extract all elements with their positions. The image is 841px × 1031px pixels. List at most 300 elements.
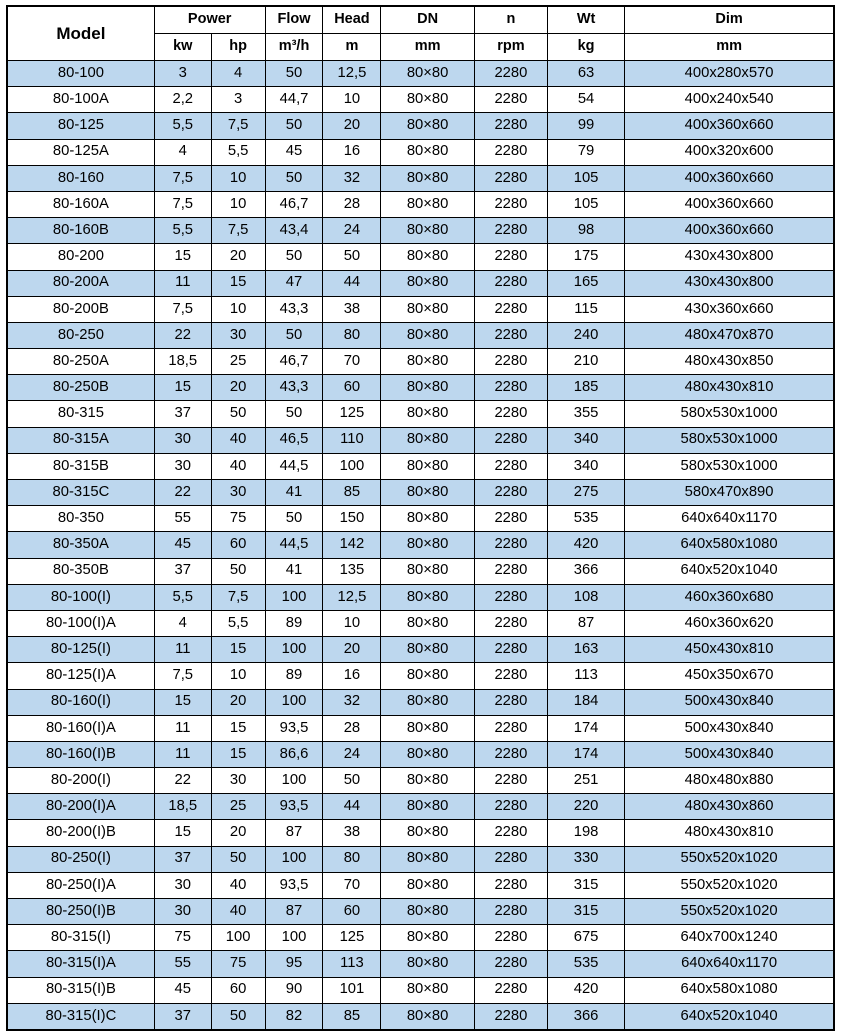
cell-model: 80-125(I) xyxy=(7,637,154,663)
cell-power-hp: 50 xyxy=(211,401,265,427)
cell-power-hp: 15 xyxy=(211,715,265,741)
table-header-group-row xyxy=(7,6,834,34)
column-header-power: Power xyxy=(154,6,265,34)
cell-weight: 366 xyxy=(547,558,624,584)
cell-power-hp: 3 xyxy=(211,87,265,113)
table-row xyxy=(7,87,834,113)
cell-speed: 2280 xyxy=(474,820,547,846)
cell-dn: 80×80 xyxy=(381,925,474,951)
cell-power-kw: 30 xyxy=(154,899,211,925)
cell-model: 80-315(I) xyxy=(7,925,154,951)
cell-weight: 420 xyxy=(547,977,624,1003)
cell-head: 60 xyxy=(323,375,381,401)
cell-weight: 420 xyxy=(547,532,624,558)
cell-power-kw: 15 xyxy=(154,820,211,846)
cell-model: 80-100(I)A xyxy=(7,610,154,636)
cell-model: 80-200B xyxy=(7,296,154,322)
cell-speed: 2280 xyxy=(474,165,547,191)
cell-dimensions: 480x430x810 xyxy=(625,820,834,846)
column-header-n: n xyxy=(474,6,547,34)
cell-weight: 366 xyxy=(547,1003,624,1030)
cell-speed: 2280 xyxy=(474,322,547,348)
cell-dimensions: 400x360x660 xyxy=(625,165,834,191)
table-row xyxy=(7,663,834,689)
cell-model: 80-315C xyxy=(7,480,154,506)
cell-speed: 2280 xyxy=(474,270,547,296)
cell-flow: 46,7 xyxy=(265,191,323,217)
table-row xyxy=(7,872,834,898)
cell-dn: 80×80 xyxy=(381,1003,474,1030)
table-row xyxy=(7,1003,834,1030)
cell-speed: 2280 xyxy=(474,558,547,584)
cell-model: 80-315(I)A xyxy=(7,951,154,977)
cell-head: 85 xyxy=(323,1003,381,1030)
cell-flow: 90 xyxy=(265,977,323,1003)
cell-model: 80-160(I) xyxy=(7,689,154,715)
cell-model: 80-160(I)A xyxy=(7,715,154,741)
cell-speed: 2280 xyxy=(474,925,547,951)
cell-weight: 98 xyxy=(547,218,624,244)
cell-speed: 2280 xyxy=(474,977,547,1003)
cell-weight: 315 xyxy=(547,872,624,898)
cell-dimensions: 640x520x1040 xyxy=(625,558,834,584)
cell-flow: 50 xyxy=(265,61,323,87)
cell-power-kw: 7,5 xyxy=(154,663,211,689)
cell-dn: 80×80 xyxy=(381,715,474,741)
cell-flow: 41 xyxy=(265,558,323,584)
cell-dimensions: 500x430x840 xyxy=(625,715,834,741)
cell-head: 10 xyxy=(323,87,381,113)
cell-flow: 50 xyxy=(265,322,323,348)
cell-model: 80-160 xyxy=(7,165,154,191)
cell-dn: 80×80 xyxy=(381,165,474,191)
cell-head: 110 xyxy=(323,427,381,453)
cell-weight: 535 xyxy=(547,506,624,532)
table-row xyxy=(7,139,834,165)
cell-weight: 220 xyxy=(547,794,624,820)
table-row xyxy=(7,401,834,427)
cell-dimensions: 640x700x1240 xyxy=(625,925,834,951)
cell-power-hp: 15 xyxy=(211,270,265,296)
cell-dimensions: 640x580x1080 xyxy=(625,977,834,1003)
cell-dn: 80×80 xyxy=(381,480,474,506)
cell-weight: 275 xyxy=(547,480,624,506)
cell-weight: 174 xyxy=(547,741,624,767)
cell-flow: 43,3 xyxy=(265,375,323,401)
cell-dn: 80×80 xyxy=(381,349,474,375)
cell-flow: 50 xyxy=(265,244,323,270)
cell-power-hp: 60 xyxy=(211,532,265,558)
cell-head: 125 xyxy=(323,925,381,951)
table-row xyxy=(7,951,834,977)
cell-weight: 210 xyxy=(547,349,624,375)
cell-dn: 80×80 xyxy=(381,977,474,1003)
cell-power-hp: 7,5 xyxy=(211,218,265,244)
cell-flow: 46,7 xyxy=(265,349,323,375)
cell-speed: 2280 xyxy=(474,1003,547,1030)
cell-head: 125 xyxy=(323,401,381,427)
cell-power-hp: 50 xyxy=(211,1003,265,1030)
table-row xyxy=(7,741,834,767)
unit-header-kw: kw xyxy=(154,34,211,61)
cell-power-hp: 30 xyxy=(211,322,265,348)
cell-dimensions: 430x430x800 xyxy=(625,270,834,296)
cell-head: 101 xyxy=(323,977,381,1003)
cell-model: 80-350 xyxy=(7,506,154,532)
table-row xyxy=(7,532,834,558)
cell-dimensions: 580x530x1000 xyxy=(625,401,834,427)
cell-dimensions: 640x640x1170 xyxy=(625,506,834,532)
cell-weight: 340 xyxy=(547,453,624,479)
table-row xyxy=(7,977,834,1003)
unit-header-wt: kg xyxy=(547,34,624,61)
cell-power-kw: 18,5 xyxy=(154,349,211,375)
cell-power-hp: 20 xyxy=(211,244,265,270)
column-header-head: Head xyxy=(323,6,381,34)
cell-dn: 80×80 xyxy=(381,846,474,872)
cell-weight: 79 xyxy=(547,139,624,165)
cell-weight: 340 xyxy=(547,427,624,453)
cell-power-hp: 60 xyxy=(211,977,265,1003)
cell-dimensions: 550x520x1020 xyxy=(625,899,834,925)
cell-dimensions: 400x280x570 xyxy=(625,61,834,87)
cell-speed: 2280 xyxy=(474,401,547,427)
cell-weight: 240 xyxy=(547,322,624,348)
cell-flow: 44,5 xyxy=(265,532,323,558)
cell-power-kw: 55 xyxy=(154,951,211,977)
cell-speed: 2280 xyxy=(474,506,547,532)
cell-model: 80-125 xyxy=(7,113,154,139)
table-row xyxy=(7,270,834,296)
cell-weight: 115 xyxy=(547,296,624,322)
cell-dn: 80×80 xyxy=(381,689,474,715)
unit-header-n: rpm xyxy=(474,34,547,61)
cell-head: 20 xyxy=(323,637,381,663)
cell-power-kw: 2,2 xyxy=(154,87,211,113)
cell-model: 80-160(I)B xyxy=(7,741,154,767)
table-row xyxy=(7,558,834,584)
cell-head: 44 xyxy=(323,270,381,296)
cell-power-kw: 37 xyxy=(154,1003,211,1030)
cell-power-hp: 10 xyxy=(211,296,265,322)
cell-flow: 100 xyxy=(265,584,323,610)
cell-model: 80-250 xyxy=(7,322,154,348)
cell-model: 80-200(I)A xyxy=(7,794,154,820)
cell-power-hp: 10 xyxy=(211,165,265,191)
table-row xyxy=(7,480,834,506)
table-row xyxy=(7,584,834,610)
cell-power-hp: 10 xyxy=(211,663,265,689)
cell-head: 24 xyxy=(323,218,381,244)
cell-power-kw: 22 xyxy=(154,322,211,348)
cell-weight: 54 xyxy=(547,87,624,113)
cell-model: 80-350B xyxy=(7,558,154,584)
cell-dn: 80×80 xyxy=(381,820,474,846)
cell-head: 38 xyxy=(323,820,381,846)
cell-power-kw: 75 xyxy=(154,925,211,951)
cell-speed: 2280 xyxy=(474,610,547,636)
cell-speed: 2280 xyxy=(474,715,547,741)
cell-flow: 100 xyxy=(265,689,323,715)
cell-head: 100 xyxy=(323,453,381,479)
cell-model: 80-200(I) xyxy=(7,768,154,794)
cell-flow: 50 xyxy=(265,113,323,139)
cell-power-kw: 7,5 xyxy=(154,296,211,322)
cell-dn: 80×80 xyxy=(381,270,474,296)
cell-weight: 184 xyxy=(547,689,624,715)
cell-head: 60 xyxy=(323,899,381,925)
cell-flow: 43,4 xyxy=(265,218,323,244)
cell-power-kw: 15 xyxy=(154,244,211,270)
cell-power-hp: 5,5 xyxy=(211,610,265,636)
cell-power-kw: 4 xyxy=(154,139,211,165)
cell-speed: 2280 xyxy=(474,191,547,217)
cell-flow: 46,5 xyxy=(265,427,323,453)
cell-power-kw: 15 xyxy=(154,689,211,715)
table-row xyxy=(7,637,834,663)
cell-flow: 50 xyxy=(265,165,323,191)
cell-power-hp: 40 xyxy=(211,872,265,898)
cell-speed: 2280 xyxy=(474,87,547,113)
cell-speed: 2280 xyxy=(474,663,547,689)
cell-power-hp: 30 xyxy=(211,480,265,506)
cell-power-hp: 15 xyxy=(211,637,265,663)
cell-dn: 80×80 xyxy=(381,899,474,925)
cell-flow: 50 xyxy=(265,401,323,427)
cell-power-hp: 20 xyxy=(211,820,265,846)
cell-head: 24 xyxy=(323,741,381,767)
cell-dn: 80×80 xyxy=(381,768,474,794)
cell-speed: 2280 xyxy=(474,480,547,506)
cell-dn: 80×80 xyxy=(381,663,474,689)
table-row xyxy=(7,218,834,244)
cell-dn: 80×80 xyxy=(381,453,474,479)
cell-power-kw: 30 xyxy=(154,872,211,898)
cell-speed: 2280 xyxy=(474,951,547,977)
cell-model: 80-315B xyxy=(7,453,154,479)
cell-head: 150 xyxy=(323,506,381,532)
cell-power-hp: 25 xyxy=(211,349,265,375)
cell-speed: 2280 xyxy=(474,899,547,925)
cell-head: 28 xyxy=(323,191,381,217)
cell-head: 20 xyxy=(323,113,381,139)
cell-head: 16 xyxy=(323,663,381,689)
cell-head: 38 xyxy=(323,296,381,322)
cell-flow: 93,5 xyxy=(265,715,323,741)
cell-dimensions: 480x480x880 xyxy=(625,768,834,794)
cell-dn: 80×80 xyxy=(381,794,474,820)
cell-flow: 45 xyxy=(265,139,323,165)
cell-weight: 165 xyxy=(547,270,624,296)
cell-dn: 80×80 xyxy=(381,139,474,165)
cell-dn: 80×80 xyxy=(381,506,474,532)
cell-head: 50 xyxy=(323,244,381,270)
table-row xyxy=(7,610,834,636)
table-row xyxy=(7,244,834,270)
cell-head: 16 xyxy=(323,139,381,165)
table-body xyxy=(7,61,834,1030)
cell-dn: 80×80 xyxy=(381,584,474,610)
cell-speed: 2280 xyxy=(474,584,547,610)
cell-dimensions: 430x430x800 xyxy=(625,244,834,270)
cell-head: 70 xyxy=(323,872,381,898)
cell-dimensions: 400x320x600 xyxy=(625,139,834,165)
cell-power-hp: 20 xyxy=(211,689,265,715)
cell-flow: 100 xyxy=(265,846,323,872)
cell-power-hp: 7,5 xyxy=(211,584,265,610)
cell-dimensions: 400x240x540 xyxy=(625,87,834,113)
cell-model: 80-100A xyxy=(7,87,154,113)
cell-power-hp: 40 xyxy=(211,899,265,925)
cell-flow: 87 xyxy=(265,820,323,846)
cell-model: 80-315A xyxy=(7,427,154,453)
cell-flow: 50 xyxy=(265,506,323,532)
cell-power-kw: 7,5 xyxy=(154,165,211,191)
cell-dimensions: 480x470x870 xyxy=(625,322,834,348)
cell-power-kw: 55 xyxy=(154,506,211,532)
cell-dimensions: 640x520x1040 xyxy=(625,1003,834,1030)
unit-header-dim: mm xyxy=(625,34,834,61)
cell-dimensions: 550x520x1020 xyxy=(625,846,834,872)
cell-weight: 105 xyxy=(547,191,624,217)
cell-speed: 2280 xyxy=(474,427,547,453)
table-row xyxy=(7,899,834,925)
cell-power-kw: 4 xyxy=(154,610,211,636)
cell-power-hp: 40 xyxy=(211,427,265,453)
cell-head: 142 xyxy=(323,532,381,558)
cell-head: 32 xyxy=(323,165,381,191)
cell-dimensions: 500x430x840 xyxy=(625,689,834,715)
cell-dn: 80×80 xyxy=(381,401,474,427)
cell-weight: 163 xyxy=(547,637,624,663)
cell-power-kw: 11 xyxy=(154,270,211,296)
table-row xyxy=(7,113,834,139)
cell-speed: 2280 xyxy=(474,375,547,401)
cell-dimensions: 640x580x1080 xyxy=(625,532,834,558)
column-header-wt: Wt xyxy=(547,6,624,34)
cell-dimensions: 480x430x810 xyxy=(625,375,834,401)
cell-power-kw: 45 xyxy=(154,977,211,1003)
unit-header-flow: m³/h xyxy=(265,34,323,61)
cell-model: 80-250A xyxy=(7,349,154,375)
cell-dn: 80×80 xyxy=(381,61,474,87)
cell-speed: 2280 xyxy=(474,768,547,794)
cell-dn: 80×80 xyxy=(381,637,474,663)
cell-power-kw: 18,5 xyxy=(154,794,211,820)
cell-weight: 315 xyxy=(547,899,624,925)
cell-model: 80-315 xyxy=(7,401,154,427)
cell-model: 80-315(I)C xyxy=(7,1003,154,1030)
table-row xyxy=(7,375,834,401)
unit-header-hp: hp xyxy=(211,34,265,61)
cell-dimensions: 480x430x850 xyxy=(625,349,834,375)
cell-model: 80-315(I)B xyxy=(7,977,154,1003)
cell-power-hp: 10 xyxy=(211,191,265,217)
column-header-model: Model xyxy=(7,6,154,61)
table-row xyxy=(7,165,834,191)
cell-power-kw: 37 xyxy=(154,846,211,872)
cell-flow: 89 xyxy=(265,663,323,689)
cell-weight: 675 xyxy=(547,925,624,951)
cell-weight: 105 xyxy=(547,165,624,191)
cell-speed: 2280 xyxy=(474,349,547,375)
cell-head: 50 xyxy=(323,768,381,794)
cell-dimensions: 400x360x660 xyxy=(625,191,834,217)
cell-weight: 185 xyxy=(547,375,624,401)
cell-head: 12,5 xyxy=(323,61,381,87)
cell-model: 80-200 xyxy=(7,244,154,270)
cell-head: 10 xyxy=(323,610,381,636)
cell-flow: 41 xyxy=(265,480,323,506)
table-row xyxy=(7,925,834,951)
cell-model: 80-250(I) xyxy=(7,846,154,872)
cell-power-hp: 4 xyxy=(211,61,265,87)
cell-dn: 80×80 xyxy=(381,741,474,767)
cell-flow: 100 xyxy=(265,925,323,951)
cell-dn: 80×80 xyxy=(381,218,474,244)
table-row xyxy=(7,689,834,715)
cell-weight: 99 xyxy=(547,113,624,139)
cell-dn: 80×80 xyxy=(381,191,474,217)
cell-speed: 2280 xyxy=(474,61,547,87)
cell-weight: 87 xyxy=(547,610,624,636)
cell-weight: 330 xyxy=(547,846,624,872)
cell-power-hp: 15 xyxy=(211,741,265,767)
cell-flow: 93,5 xyxy=(265,872,323,898)
cell-power-kw: 37 xyxy=(154,401,211,427)
cell-weight: 355 xyxy=(547,401,624,427)
unit-header-dn: mm xyxy=(381,34,474,61)
cell-power-hp: 30 xyxy=(211,768,265,794)
cell-dn: 80×80 xyxy=(381,532,474,558)
cell-dimensions: 580x530x1000 xyxy=(625,427,834,453)
cell-weight: 108 xyxy=(547,584,624,610)
cell-power-kw: 5,5 xyxy=(154,584,211,610)
cell-flow: 95 xyxy=(265,951,323,977)
table-row xyxy=(7,715,834,741)
cell-speed: 2280 xyxy=(474,741,547,767)
cell-head: 44 xyxy=(323,794,381,820)
cell-head: 135 xyxy=(323,558,381,584)
cell-model: 80-125(I)A xyxy=(7,663,154,689)
cell-dn: 80×80 xyxy=(381,951,474,977)
cell-dn: 80×80 xyxy=(381,427,474,453)
cell-speed: 2280 xyxy=(474,532,547,558)
cell-weight: 63 xyxy=(547,61,624,87)
cell-flow: 100 xyxy=(265,637,323,663)
cell-power-kw: 22 xyxy=(154,768,211,794)
cell-dimensions: 460x360x680 xyxy=(625,584,834,610)
cell-model: 80-250(I)B xyxy=(7,899,154,925)
cell-dimensions: 400x360x660 xyxy=(625,218,834,244)
cell-weight: 174 xyxy=(547,715,624,741)
cell-dimensions: 450x350x670 xyxy=(625,663,834,689)
column-header-dim: Dim xyxy=(625,6,834,34)
cell-speed: 2280 xyxy=(474,794,547,820)
column-header-dn: DN xyxy=(381,6,474,34)
cell-model: 80-160B xyxy=(7,218,154,244)
cell-head: 113 xyxy=(323,951,381,977)
cell-head: 12,5 xyxy=(323,584,381,610)
cell-model: 80-100(I) xyxy=(7,584,154,610)
pump-specification-table xyxy=(6,5,835,1031)
table-row xyxy=(7,296,834,322)
cell-head: 28 xyxy=(323,715,381,741)
cell-speed: 2280 xyxy=(474,637,547,663)
cell-flow: 100 xyxy=(265,768,323,794)
cell-flow: 89 xyxy=(265,610,323,636)
cell-power-hp: 20 xyxy=(211,375,265,401)
